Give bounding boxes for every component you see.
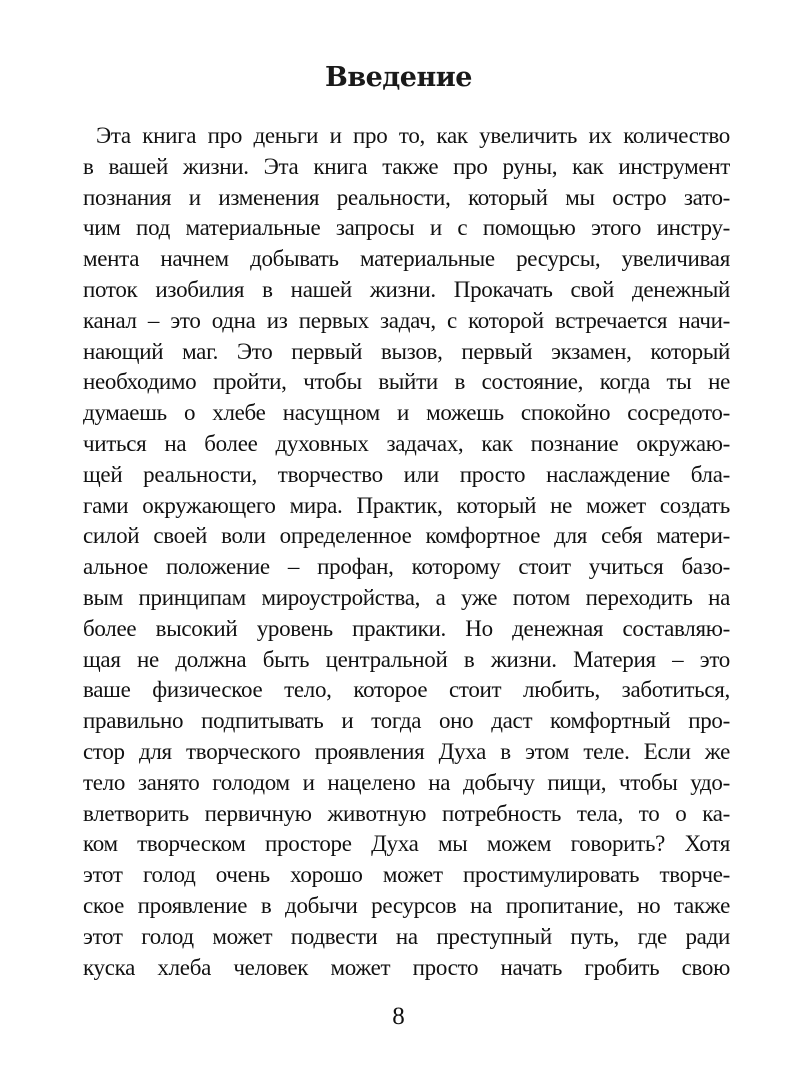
text-line: ком творческом просторе Духа мы можем говорить? Хотя: [83, 831, 730, 857]
chapter-heading: Введение: [325, 62, 472, 93]
text-line: ваше физическое тело, которое стоит любить, заботиться,: [83, 677, 730, 703]
text-line: думаешь о хлебе насущном и можешь спокойно сосредото-: [83, 400, 730, 426]
text-line: канал – это одна из первых задач, с которой встречается начи-: [83, 307, 730, 333]
page-number: 8: [392, 1003, 405, 1030]
text-line: тело занято голодом и нацелено на добычу пищи, чтобы удо-: [83, 769, 730, 795]
text-line: поток изобилия в нашей жизни. Прокачать свой денежный: [83, 276, 730, 302]
body-text: [83, 121, 730, 983]
text-line: читься на более духовных задачах, как познание окружаю-: [83, 430, 730, 456]
text-line: щей реальности, творчество или просто наслаждение бла-: [83, 461, 730, 487]
text-line: в вашей жизни. Эта книга также про руны, как инструмент: [83, 153, 730, 179]
text-line: ское проявление в добычи ресурсов на пропитание, но также: [83, 892, 730, 918]
text-line: гами окружающего мира. Практик, который не может создать: [83, 492, 730, 518]
text-line: чим под материальные запросы и с помощью этого инстру-: [83, 215, 730, 241]
text-line: этот голод очень хорошо может простимулировать творче-: [83, 862, 730, 888]
text-line: куска хлеба человек может просто начать гробить свою: [83, 954, 730, 980]
text-line: нающий маг. Это первый вызов, первый экзамен, который: [83, 338, 730, 364]
text-line: стор для творческого проявления Духа в этом теле. Если же: [83, 738, 730, 764]
text-line: влетворить первичную животную потребность тела, то о ка-: [83, 800, 730, 826]
text-line: правильно подпитывать и тогда оно даст комфортный про-: [83, 708, 730, 734]
text-line: альное положение – профан, которому стоит учиться базо-: [83, 554, 730, 580]
text-line: Эта книга про деньги и про то, как увеличить их количество: [96, 123, 730, 148]
text-line: более высокий уровень практики. Но денежная составляю-: [83, 615, 730, 641]
text-line: познания и изменения реальности, который мы остро зато-: [83, 184, 730, 210]
text-line: щая не должна быть центральной в жизни. Материя – это: [83, 646, 730, 672]
text-line: необходимо пройти, чтобы выйти в состояние, когда ты не: [83, 369, 730, 395]
text-line: мента начнем добывать материальные ресурсы, увеличивая: [83, 246, 730, 272]
text-line: этот голод может подвести на преступный путь, где ради: [83, 923, 730, 949]
text-line: вым принципам мироустройства, а уже потом переходить на: [83, 584, 730, 610]
text-line: силой своей воли определенное комфортное для себя матери-: [83, 523, 730, 549]
